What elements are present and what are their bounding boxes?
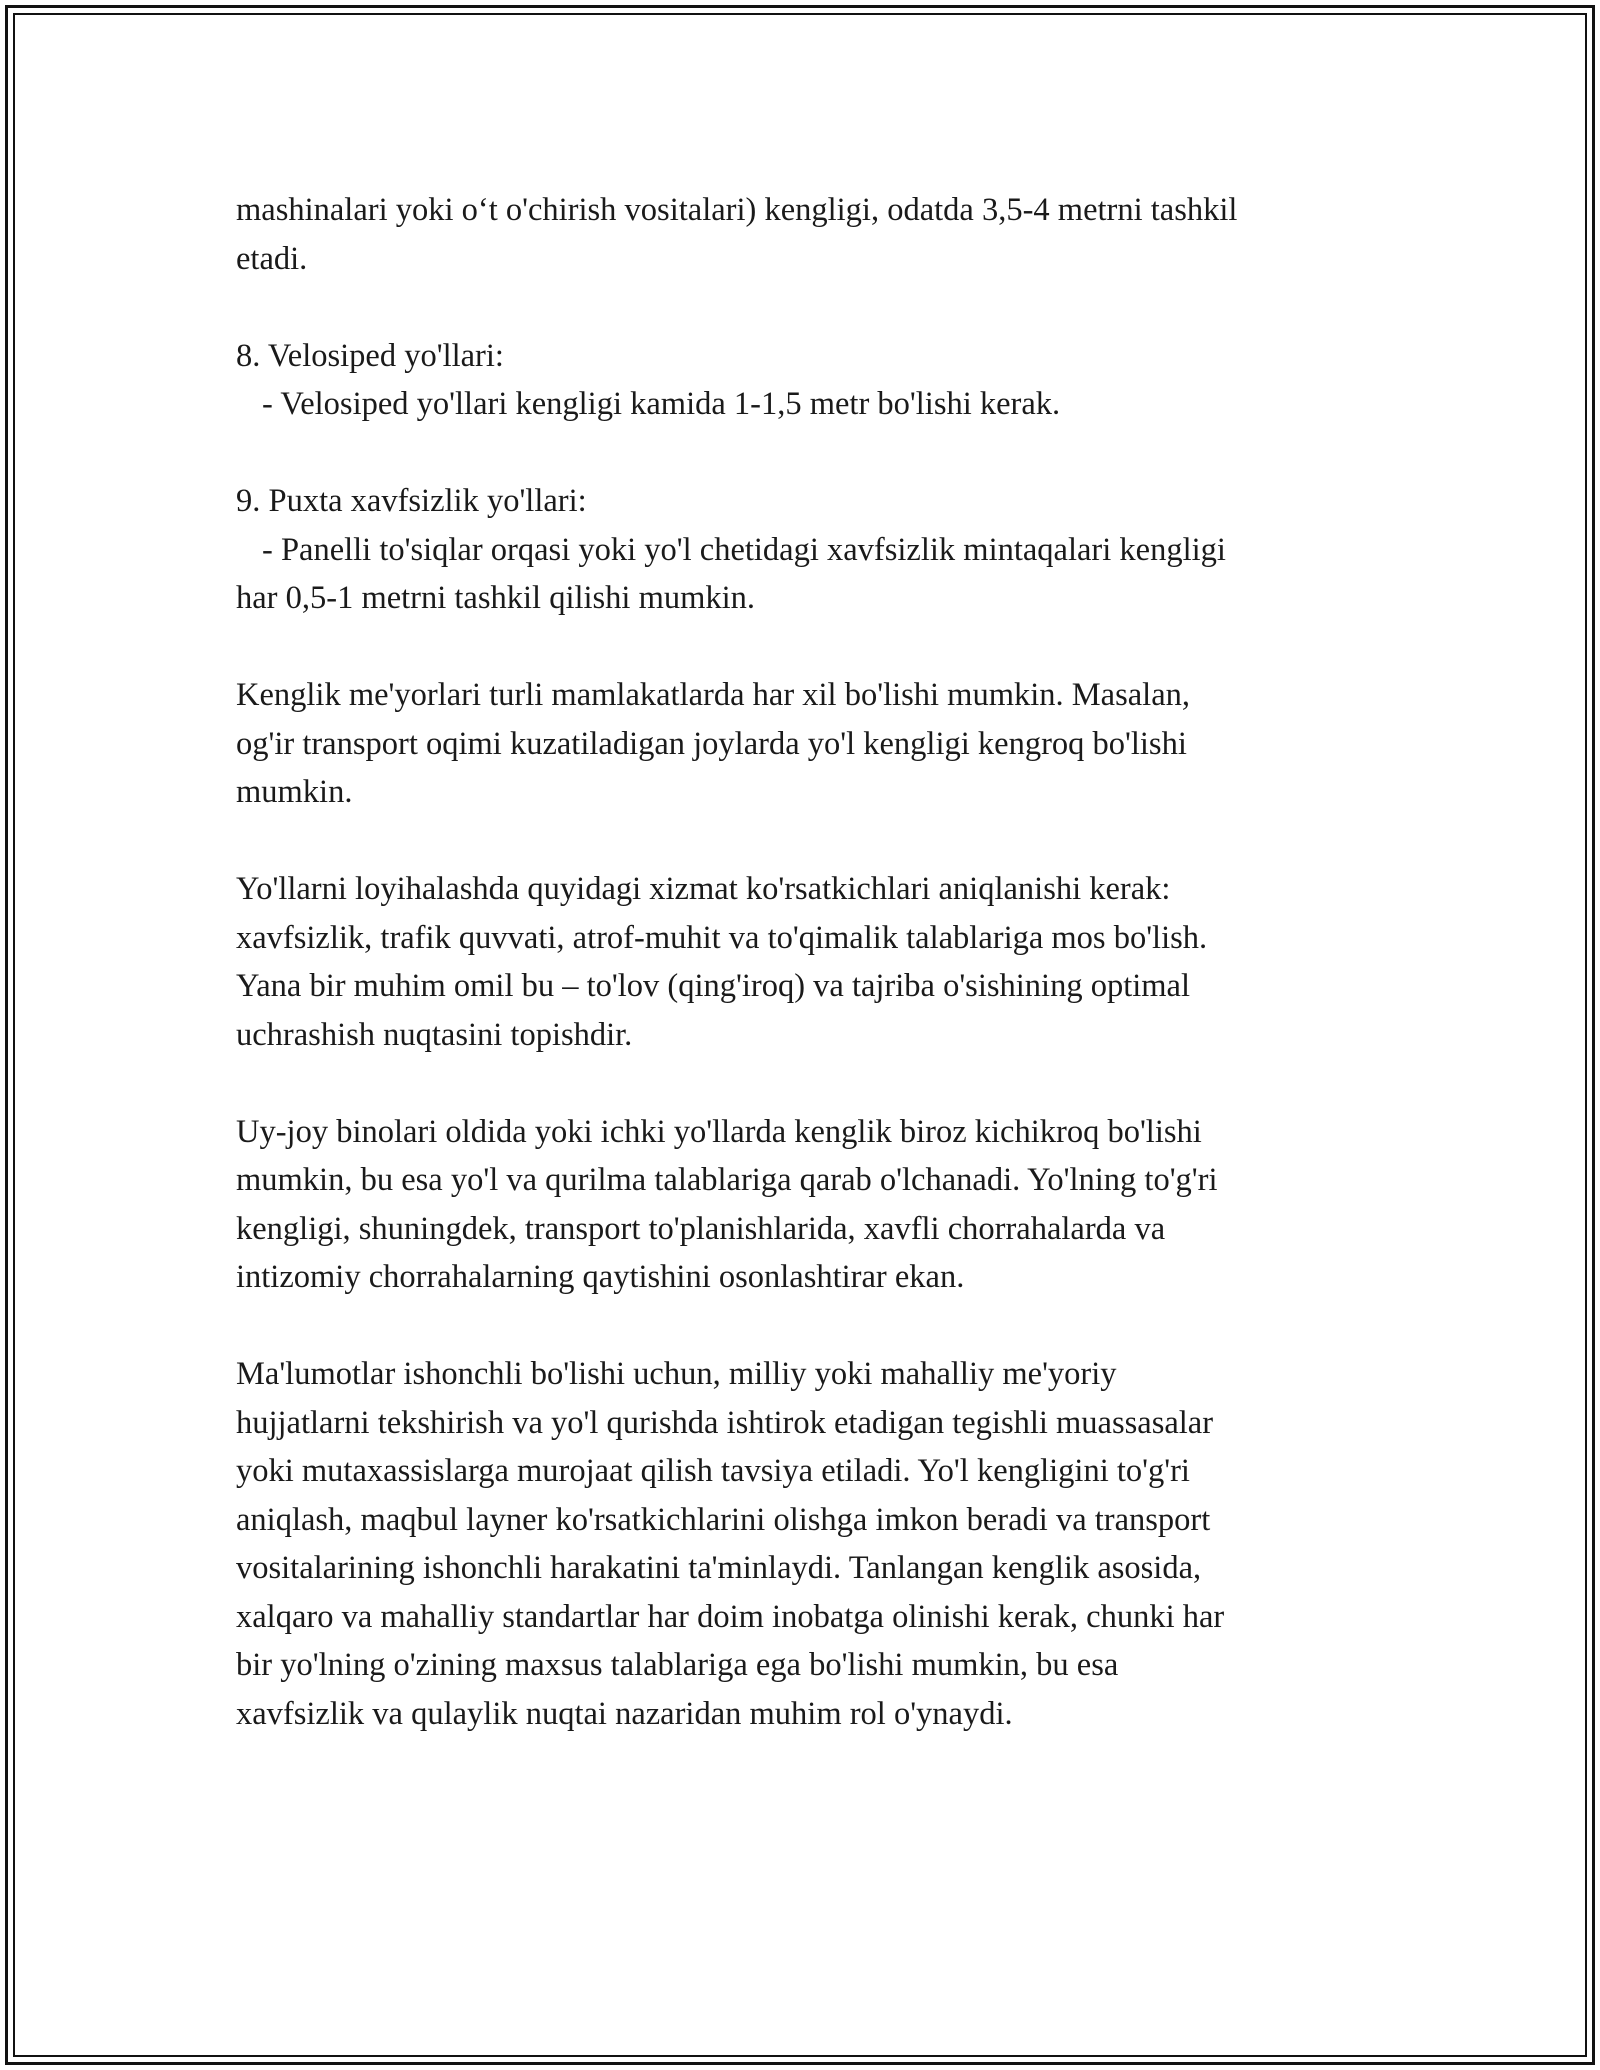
text-line: kengligi, shuningdek, transport to'planishlarida, xavfli chorrahalarda va <box>236 1210 1166 1247</box>
text-line: mumkin. <box>236 774 353 810</box>
text-line: xavfsizlik va qulaylik nuqtai nazaridan muhim rol o'ynaydi. <box>236 1695 1013 1732</box>
text-line: aniqlash, maqbul layner ko'rsatkichlarini olishga imkon beradi va transport <box>236 1501 1211 1538</box>
text-line: xavfsizlik, trafik quvvati, atrof-muhit va to'qimalik talablariga mos bo'lish. <box>236 919 1208 956</box>
list-item-detail: har 0,5-1 metrni tashkil qilishi mumkin. <box>236 580 756 616</box>
text-line: bir yo'lning o'zining maxsus talablariga ega bo'lishi mumkin, bu esa <box>236 1647 1119 1683</box>
list-item-heading: 9. Puxta xavfsizlik yo'llari: <box>236 483 587 519</box>
paragraph-malumotlar <box>236 1350 1376 1738</box>
text-line: yoki mutaxassislarga murojaat qilish tavsiya etiladi. Yo'l kengligini to'g'ri <box>236 1453 1190 1489</box>
text-line: Yo'llarni loyihalashda quyidagi xizmat ko'rsatkichlari aniqlanishi kerak: <box>236 871 1171 907</box>
text-line: uchrashish nuqtasini topishdir. <box>236 1016 633 1053</box>
list-item-velosiped-yollari <box>236 332 1376 429</box>
text-line: xalqaro va mahalliy standartlar har doim inobatga olinishi kerak, chunki har <box>236 1598 1225 1635</box>
text-line: intizomiy chorrahalarning qaytishini osonlashtirar ekan. <box>236 1259 965 1295</box>
list-item-heading: 8. Velosiped yo'llari: <box>236 337 504 374</box>
list-item-detail: - Velosiped yo'llari kengligi kamida 1-1,5 metr bo'lishi kerak. <box>262 386 1061 422</box>
text-line: Kenglik me'yorlari turli mamlakatlarda har xil bo'lishi mumkin. Masalan, <box>236 677 1190 713</box>
text-line: Yana bir muhim omil bu – to'lov (qing'iroq) va tajriba o'sishining optimal <box>236 968 1190 1004</box>
paragraph-loyihalash <box>236 865 1376 1059</box>
text-line: Ma'lumotlar ishonchli bo'lishi uchun, milliy yoki mahalliy me'yoriy <box>236 1356 1117 1392</box>
list-item-xavfsizlik-yollari <box>236 477 1376 623</box>
text-line: og'ir transport oqimi kuzatiladigan joylarda yo'l kengligi kengroq bo'lishi <box>236 725 1187 762</box>
text-line: mumkin, bu esa yo'l va qurilma talablariga qarab o'lchanadi. Yo'lning to'g'ri <box>236 1162 1218 1198</box>
paragraph-kenglik-meyorlari <box>236 671 1376 817</box>
text-line: vositalarining ishonchli harakatini ta'minlaydi. Tanlangan kenglik asosida, <box>236 1550 1202 1586</box>
document-body <box>236 186 1376 1738</box>
paragraph-continuation <box>236 186 1376 283</box>
text-line: etadi. <box>236 240 308 277</box>
text-line: hujjatlarni tekshirish va yo'l qurishda ishtirok etadigan tegishli muassasalar <box>236 1404 1214 1441</box>
text-line: Uy-joy binolari oldida yoki ichki yo'llarda kenglik biroz kichikroq bo'lishi <box>236 1113 1202 1150</box>
list-item-detail: - Panelli to'siqlar orqasi yoki yo'l chetidagi xavfsizlik mintaqalari kengligi <box>262 531 1226 568</box>
paragraph-uy-joy <box>236 1108 1376 1302</box>
text-line: mashinalari yoki o‘t o'chirish vositalari) kengligi, odatda 3,5-4 metrni tashkil <box>236 192 1238 228</box>
